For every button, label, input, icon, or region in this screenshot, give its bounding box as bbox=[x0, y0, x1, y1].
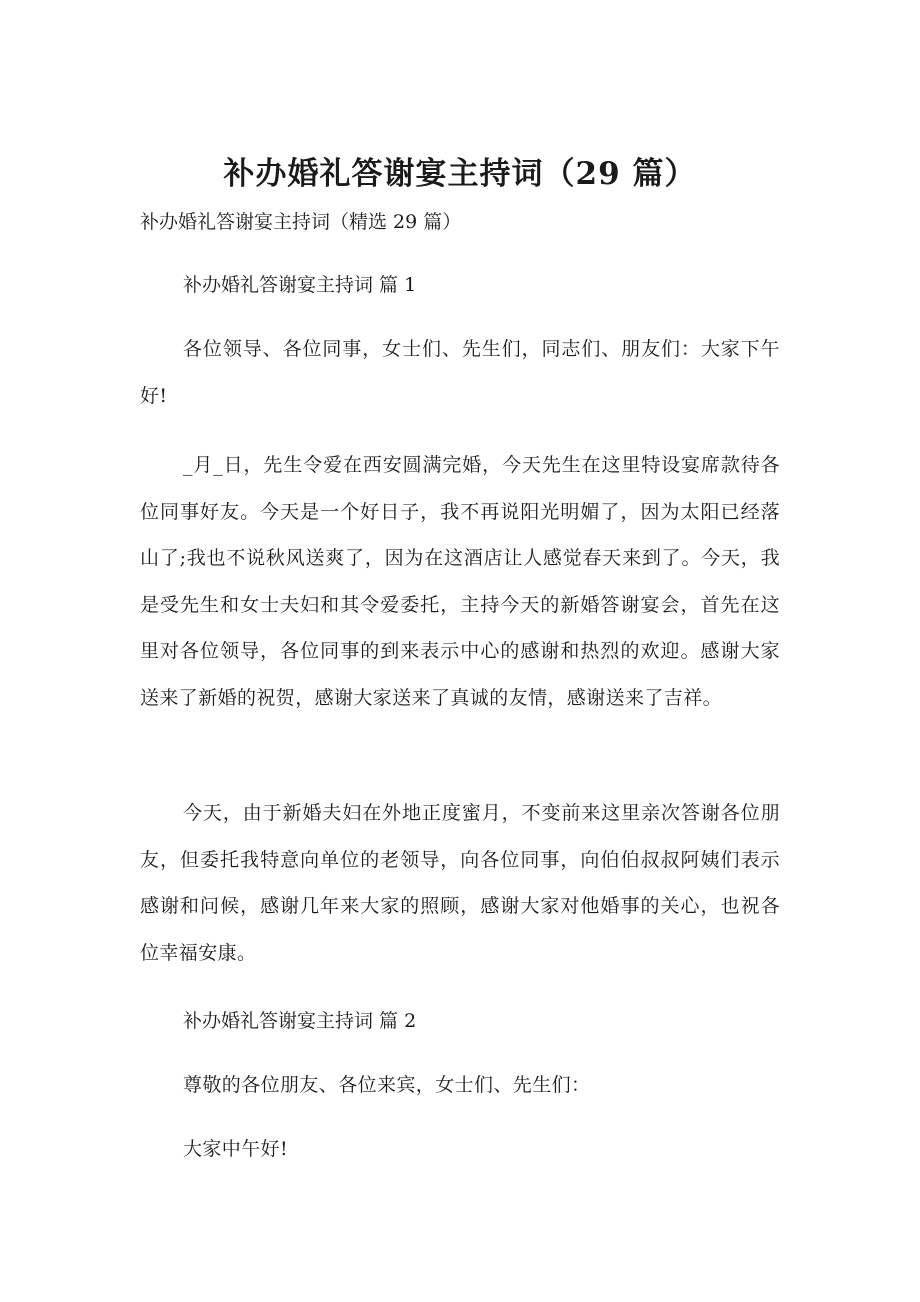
section-1-paragraph-3: 今天，由于新婚夫妇在外地正度蜜月，不变前来这里亲次答谢各位朋友，但委托我特意向单位的老领导，向各位同事，向伯伯叔叔阿姨们表示感谢和问候，感谢几年来大家的照顾，感谢大家对他婚事的关心，也祝各位幸福安康。 bbox=[140, 802, 780, 964]
section-1-paragraph-1: 各位领导、各位同事，女士们、先生们，同志们、朋友们：大家下午好! bbox=[140, 338, 780, 407]
section-2-paragraph-1: 尊敬的各位朋友、各位来宾，女士们、先生们： bbox=[183, 1074, 591, 1096]
section-heading-2: 补办婚礼答谢宴主持词 篇 2 bbox=[183, 1010, 417, 1032]
document-subtitle: 补办婚礼答谢宴主持词（精选 29 篇） bbox=[140, 211, 462, 233]
section-1-paragraph-2: _月_日，先生令爱在西安圆满完婚，今天先生在这里特设宴席款待各位同事好友。今天是一个好日子，我不再说阳光明媚了，因为太阳已经落山了;我也不说秋风送爽了，因为在这酒店让人感觉春天来到了。今天，我是受先生和女士夫妇和其令爱委托，主持今天的新婚答谢宴会，首先在这里对各位领导，各位同事的到来表示中心的感谢和热烈的欢迎。感谢大家送来了新婚的祝贺，感谢大家送来了真诚的友情，感谢送来了吉祥。 bbox=[140, 454, 780, 709]
section-2-paragraph-2: 大家中午好! bbox=[183, 1138, 289, 1160]
document-title: 补办婚礼答谢宴主持词（29 篇） bbox=[223, 156, 697, 192]
section-heading-1: 补办婚礼答谢宴主持词 篇 1 bbox=[183, 274, 417, 296]
